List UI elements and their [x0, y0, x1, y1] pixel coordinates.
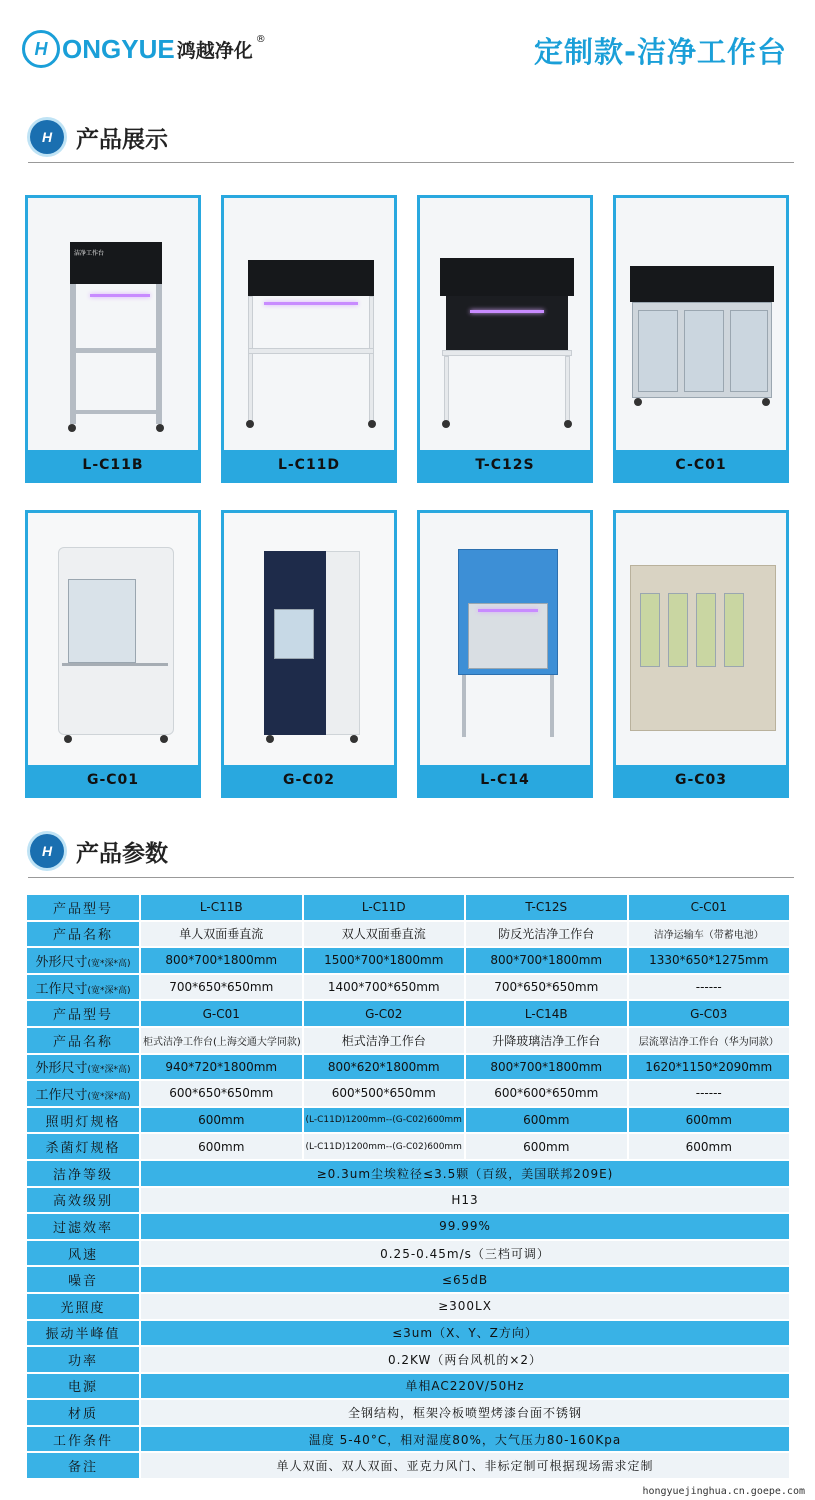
spec-row [26, 1054, 790, 1081]
spec-cell: 600mm [628, 1133, 791, 1160]
spec-row [26, 894, 790, 921]
spec-label-text: 外形尺寸 [35, 1061, 88, 1077]
spec-value: 0.2KW（两台风机的×2） [140, 1346, 790, 1373]
spec-row [26, 1107, 790, 1134]
product-card-g-c01[interactable] [25, 510, 201, 798]
spec-cell: C-C01 [628, 894, 791, 921]
product-image [616, 513, 786, 765]
spec-cell: 防反光洁净工作台 [465, 921, 628, 948]
spec-row [26, 1399, 790, 1426]
product-label: C-C01 [616, 450, 786, 480]
spec-value: 0.25-0.45m/s（三档可调） [140, 1240, 790, 1267]
spec-cell: 800*700*1800mm [465, 947, 628, 974]
spec-row [26, 1452, 790, 1479]
spec-cell: L-C14B [465, 1000, 628, 1027]
spec-row [26, 947, 790, 974]
product-label: G-C01 [28, 765, 198, 795]
spec-row [26, 1293, 790, 1320]
spec-cell: 600mm [628, 1107, 791, 1134]
spec-row-label: 洁净等级 [26, 1160, 140, 1187]
spec-row-label: 噪音 [26, 1266, 140, 1293]
spec-row-label: 光照度 [26, 1293, 140, 1320]
spec-row-label [26, 947, 140, 974]
section-title: 产品参数 [76, 840, 168, 867]
spec-label-text: 照明灯规格 [45, 1114, 121, 1130]
spec-label-unit: (宽*深*高) [87, 1091, 131, 1102]
product-card-l-c11d[interactable] [221, 195, 397, 483]
spec-label-text: 工作尺寸 [35, 1087, 88, 1103]
spec-row-label [26, 1133, 140, 1160]
spec-cell: 600*600*650mm [465, 1080, 628, 1107]
spec-row-label: 电源 [26, 1373, 140, 1400]
section-title: 产品展示 [76, 126, 168, 153]
spec-cell: (L-C11D)1200mm--(G-C02)600mm [303, 1107, 466, 1134]
spec-cell: T-C12S [465, 894, 628, 921]
spec-label-unit: (宽*深*高) [87, 1065, 131, 1076]
spec-row [26, 1426, 790, 1453]
product-image [420, 513, 590, 765]
spec-value: 全钢结构，框架冷板喷塑烤漆台面不锈钢 [140, 1399, 790, 1426]
spec-cell: L-C11B [140, 894, 303, 921]
spec-cell: 800*700*1800mm [465, 1054, 628, 1081]
spec-row-label [26, 1080, 140, 1107]
spec-cell: 1500*700*1800mm [303, 947, 466, 974]
section-logo-icon: H [30, 834, 64, 868]
product-image [224, 198, 394, 450]
product-label: G-C02 [224, 765, 394, 795]
spec-cell: 940*720*1800mm [140, 1054, 303, 1081]
spec-cell: 700*650*650mm [465, 974, 628, 1001]
registered-mark: ® [255, 34, 266, 45]
spec-row-label: 振动半峰值 [26, 1320, 140, 1347]
section-header-params [30, 834, 168, 868]
spec-label-text: 工作尺寸 [35, 981, 88, 997]
spec-value: 单相AC220V/50Hz [140, 1373, 790, 1400]
spec-row [26, 974, 790, 1001]
spec-cell: 600mm [140, 1133, 303, 1160]
spec-row-label [26, 921, 140, 948]
spec-value: H13 [140, 1187, 790, 1214]
spec-label-unit: (宽*深*高) [87, 985, 131, 996]
product-card-t-c12s[interactable] [417, 195, 593, 483]
spec-cell: 柜式洁净工作台 [303, 1027, 466, 1054]
product-label: L-C11D [224, 450, 394, 480]
spec-row [26, 1266, 790, 1293]
logo-text-en: ONGYUE [62, 33, 175, 64]
spec-cell: 600*650*650mm [140, 1080, 303, 1107]
spec-row-label [26, 1000, 140, 1027]
spec-value: 单人双面、双人双面、亚克力风门、非标定制可根据现场需求定制 [140, 1452, 790, 1479]
spec-row-label [26, 1107, 140, 1134]
spec-row [26, 1213, 790, 1240]
spec-cell: 层流罩洁净工作台（华为同款） [628, 1027, 791, 1054]
spec-value: ≤65dB [140, 1266, 790, 1293]
spec-row [26, 1373, 790, 1400]
spec-cell: 700*650*650mm [140, 974, 303, 1001]
spec-row-label: 备注 [26, 1452, 140, 1479]
spec-row [26, 1133, 790, 1160]
spec-cell: 600*500*650mm [303, 1080, 466, 1107]
spec-label-unit: (宽*深*高) [87, 958, 131, 969]
spec-row [26, 1080, 790, 1107]
spec-row [26, 1320, 790, 1347]
product-label: L-C11B [28, 450, 198, 480]
section-divider [28, 877, 794, 878]
product-label: G-C03 [616, 765, 786, 795]
product-card-g-c03[interactable] [613, 510, 789, 798]
spec-value: ≤3um（X、Y、Z方向） [140, 1320, 790, 1347]
spec-cell: 洁净运输车（带蓄电池） [628, 921, 791, 948]
spec-label-text: 产品型号 [52, 1008, 113, 1024]
spec-cell: G-C03 [628, 1000, 791, 1027]
spec-label-text: 杀菌灯规格 [45, 1141, 121, 1157]
spec-cell: 600mm [465, 1133, 628, 1160]
spec-cell: 600mm [140, 1107, 303, 1134]
spec-label-text: 产品名称 [52, 1034, 113, 1050]
section-header-display [30, 120, 168, 154]
spec-row [26, 1000, 790, 1027]
spec-cell: 升降玻璃洁净工作台 [465, 1027, 628, 1054]
spec-row-label: 功率 [26, 1346, 140, 1373]
spec-row [26, 1240, 790, 1267]
spec-row [26, 1160, 790, 1187]
spec-cell: 1620*1150*2090mm [628, 1054, 791, 1081]
spec-row-label: 工作条件 [26, 1426, 140, 1453]
spec-row-label [26, 1027, 140, 1054]
spec-cell: G-C01 [140, 1000, 303, 1027]
page-title: 定制款-洁净工作台 [533, 35, 787, 69]
spec-row [26, 1187, 790, 1214]
spec-value: 温度 5-40°C，相对湿度80%，大气压力80-160Kpa [140, 1426, 790, 1453]
spec-cell: 单人双面垂直流 [140, 921, 303, 948]
spec-row-label [26, 894, 140, 921]
spec-cell: G-C02 [303, 1000, 466, 1027]
spec-row-label: 材质 [26, 1399, 140, 1426]
product-label: L-C14 [420, 765, 590, 795]
product-label: T-C12S [420, 450, 590, 480]
product-card-l-c14[interactable] [417, 510, 593, 798]
spec-cell: 柜式洁净工作台(上海交通大学同款) [140, 1027, 303, 1054]
spec-cell: L-C11D [303, 894, 466, 921]
product-image [28, 513, 198, 765]
logo-mark-icon: H [22, 30, 60, 68]
spec-label-text: 产品型号 [52, 901, 113, 917]
product-card-c-c01[interactable] [613, 195, 789, 483]
page-header [0, 0, 815, 100]
spec-row-label: 高效级别 [26, 1187, 140, 1214]
spec-row [26, 1346, 790, 1373]
spec-label-text: 外形尺寸 [35, 954, 88, 970]
logo-text-cn: 鸿越净化 [176, 39, 253, 62]
spec-cell: 600mm [465, 1107, 628, 1134]
spec-row [26, 1027, 790, 1054]
spec-row [26, 921, 790, 948]
spec-cell: 800*700*1800mm [140, 947, 303, 974]
product-card-g-c02[interactable] [221, 510, 397, 798]
spec-row-label [26, 1054, 140, 1081]
spec-cell: ------ [628, 1080, 791, 1107]
spec-cell: 1330*650*1275mm [628, 947, 791, 974]
product-image [420, 198, 590, 450]
footer-url: hongyuejinghua.cn.goepe.com [642, 1486, 805, 1497]
product-image: 洁净工作台 [28, 198, 198, 450]
spec-cell: ------ [628, 974, 791, 1001]
spec-cell: 双人双面垂直流 [303, 921, 466, 948]
spec-row-label [26, 974, 140, 1001]
product-image [224, 513, 394, 765]
section-divider [28, 162, 794, 163]
spec-value: ≥0.3um尘埃粒径≤3.5颗（百级，美国联邦209E) [140, 1160, 790, 1187]
brand-logo[interactable] [22, 30, 266, 68]
spec-value: 99.99% [140, 1213, 790, 1240]
spec-row-label: 风速 [26, 1240, 140, 1267]
spec-cell: 800*620*1800mm [303, 1054, 466, 1081]
section-logo-icon: H [30, 120, 64, 154]
product-image [616, 198, 786, 450]
spec-row-label: 过滤效率 [26, 1213, 140, 1240]
spec-cell: 1400*700*650mm [303, 974, 466, 1001]
spec-label-text: 产品名称 [52, 928, 113, 944]
spec-cell: (L-C11D)1200mm--(G-C02)600mm [303, 1133, 466, 1160]
spec-table [25, 893, 791, 1480]
spec-value: ≥300LX [140, 1293, 790, 1320]
product-card-l-c11b[interactable] [25, 195, 201, 483]
